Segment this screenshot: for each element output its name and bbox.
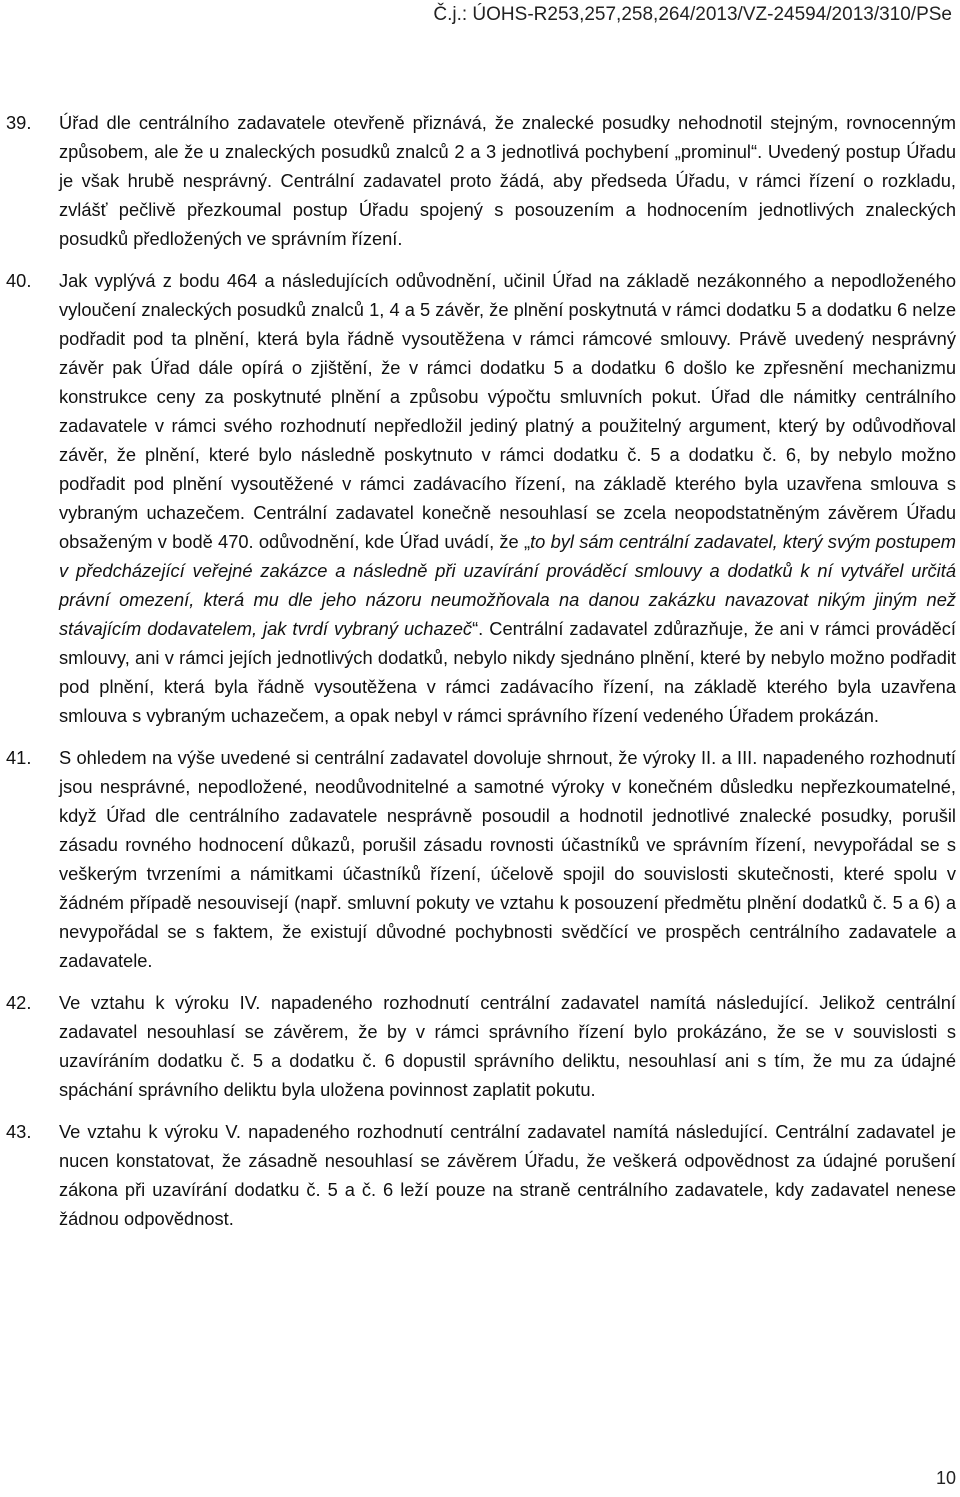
paragraph-number: 42. [6,992,32,1013]
paragraph-text-continued: “. Centrální zadavatel zdůrazňuje, že ani v rámci prováděcí smlouvy, ani v rámci jejích jednotlivých dodatků, nebylo nikdy sjednáno plnění, které by nebylo možno podřadit pod plnění, která byla řádně vysoutěžena v rámci zadávacího řízení, na základě kterého byla uzavřena smlouva s vybraným uchazečem, a opak nebyl v rámci správního řízení vedeného Úřadem prokázán. [59,618,957,726]
paragraph-number: 40. [6,270,32,291]
paragraph-42 [0,988,960,1104]
paragraph-text: Jak vyplývá z bodu 464 a následujících odůvodnění, učinil Úřad na základě nezákonného a nepodloženého vyloučení znaleckých posudků znalců 1, 4 a 5 závěr, že plnění poskytnutá v rámci dodatku 5 a dodatku 6 nelze podřadit pod ta plnění, která byla řádně vysoutěžena v rámci rámcové smlouvy. Právě uvedený nesprávný závěr pak Úřad dále opírá o zjištění, že v rámci dodatku 5 a dodatku 6 došlo ke zpřesnění mechanizmu konstrukce ceny za poskytnuté plnění a způsobu výpočtu smluvních pokut. Úřad dle námitky centrálního zadavatele v rámci svého rozhodnutí nepředložil jediný platný a použitelný argument, který by odůvodňoval závěr, že plnění, které bylo následně poskytnuto v rámci dodatku č. 5 a dodatku č. 6, by nebylo možno podřadit pod plnění vysoutěžené v rámci zadávacího řízení, na základě kterého byla uzavřena smlouva s vybraným uchazečem. Centrální zadavatel konečně nesouhlasí se zcela neopodstatněným závěrem Úřadu obsaženým v bodě 470. odůvodnění, kde Úřad uvádí, že „ [59,270,956,552]
paragraph-text: Ve vztahu k výroku IV. napadeného rozhodnutí centrální zadavatel namítá následující. Jelikož centrální zadavatel nesouhlasí se závěrem, že by v rámci správního řízení bylo prokázáno, že se v souvislosti s uzavíráním dodatku č. 5 a dodatku č. 6 dopustil správního deliktu, nesouhlasí ani s tím, že mu za údajné spáchání správního deliktu byla uložena povinnost zaplatit pokutu. [59,992,956,1100]
page-number: 10 [935,1468,956,1488]
paragraph-number: 39. [6,112,32,133]
paragraph-40 [0,266,960,730]
quoted-text: to byl sám centrální zadavatel, který svým postupem v předcházející veřejné zakázce a následně při uzavírání prováděcí smlouvy a dodatků k ní vytvářel určitá právní omezení, která mu dle jeho názoru neumožňovala na danou zakázku navazovat nikým jiným než stávajícím dodavatelem, jak tvrdí vybraný uchazeč [59,531,956,639]
paragraph-text: Ve vztahu k výroku V. napadeného rozhodnutí centrální zadavatel namítá následující. Centrální zadavatel je nucen konstatovat, že zásadně nesouhlasí se závěrem Úřadu, že veškerá odpovědnost za údajné porušení zákona při uzavírání dodatku č. 5 a č. 6 leží pouze na straně centrálního zadavatele, kdy zadavatel nenese žádnou odpovědnost. [59,1121,956,1229]
document-reference: Č.j.: ÚOHS-R253,257,258,264/2013/VZ-24594/2013/310/PSe [433,4,952,25]
paragraph-39 [0,108,960,253]
paragraph-41 [0,743,960,975]
paragraph-43 [0,1117,960,1233]
paragraph-text: S ohledem na výše uvedené si centrální zadavatel dovoluje shrnout, že výroky II. a III. napadeného rozhodnutí jsou nesprávné, nepodložené, neodůvodnitelné a samotné výroky v konečném důsledku nepřezkoumatelné, když Úřad dle centrálního zadavatele nesprávně posoudil a hodnotil jednotlivé znalecké posudky, porušil zásadu rovného hodnocení důkazů, porušil zásadu rovnosti účastníků ve správním řízení, nevypořádal se s veškerým tvrzeními a námitkami účastníků řízení, účelově spojil do souvislosti skutečnosti, které spolu v žádném případě nesouvisejí (např. smluvní pokuty ve vztahu k posouzení předmětu plnění dodatků č. 5 a 6) a nevypořádal se s faktem, že existují důvodné pochybnosti svědčící ve prospěch centrálního zadavatele a zadavatele. [59,747,956,971]
paragraph-number: 43. [6,1121,32,1142]
paragraph-text: Úřad dle centrálního zadavatele otevřeně přiznává, že znalecké posudky nehodnotil stejným, rovnocenným způsobem, ale že u znaleckých posudků znalců 2 a 3 jednotlivá pochybení „prominul“. Uvedený postup Úřadu je však hrubě nesprávný. Centrální zadavatel proto žádá, aby předseda Úřadu, v rámci řízení o rozkladu, zvlášť pečlivě přezkoumal postup Úřadu spojený s posouzením a hodnocením jednotlivých znaleckých posudků předložených ve správním řízení. [59,112,956,249]
paragraph-number: 41. [6,747,32,768]
document-body [0,108,960,1246]
